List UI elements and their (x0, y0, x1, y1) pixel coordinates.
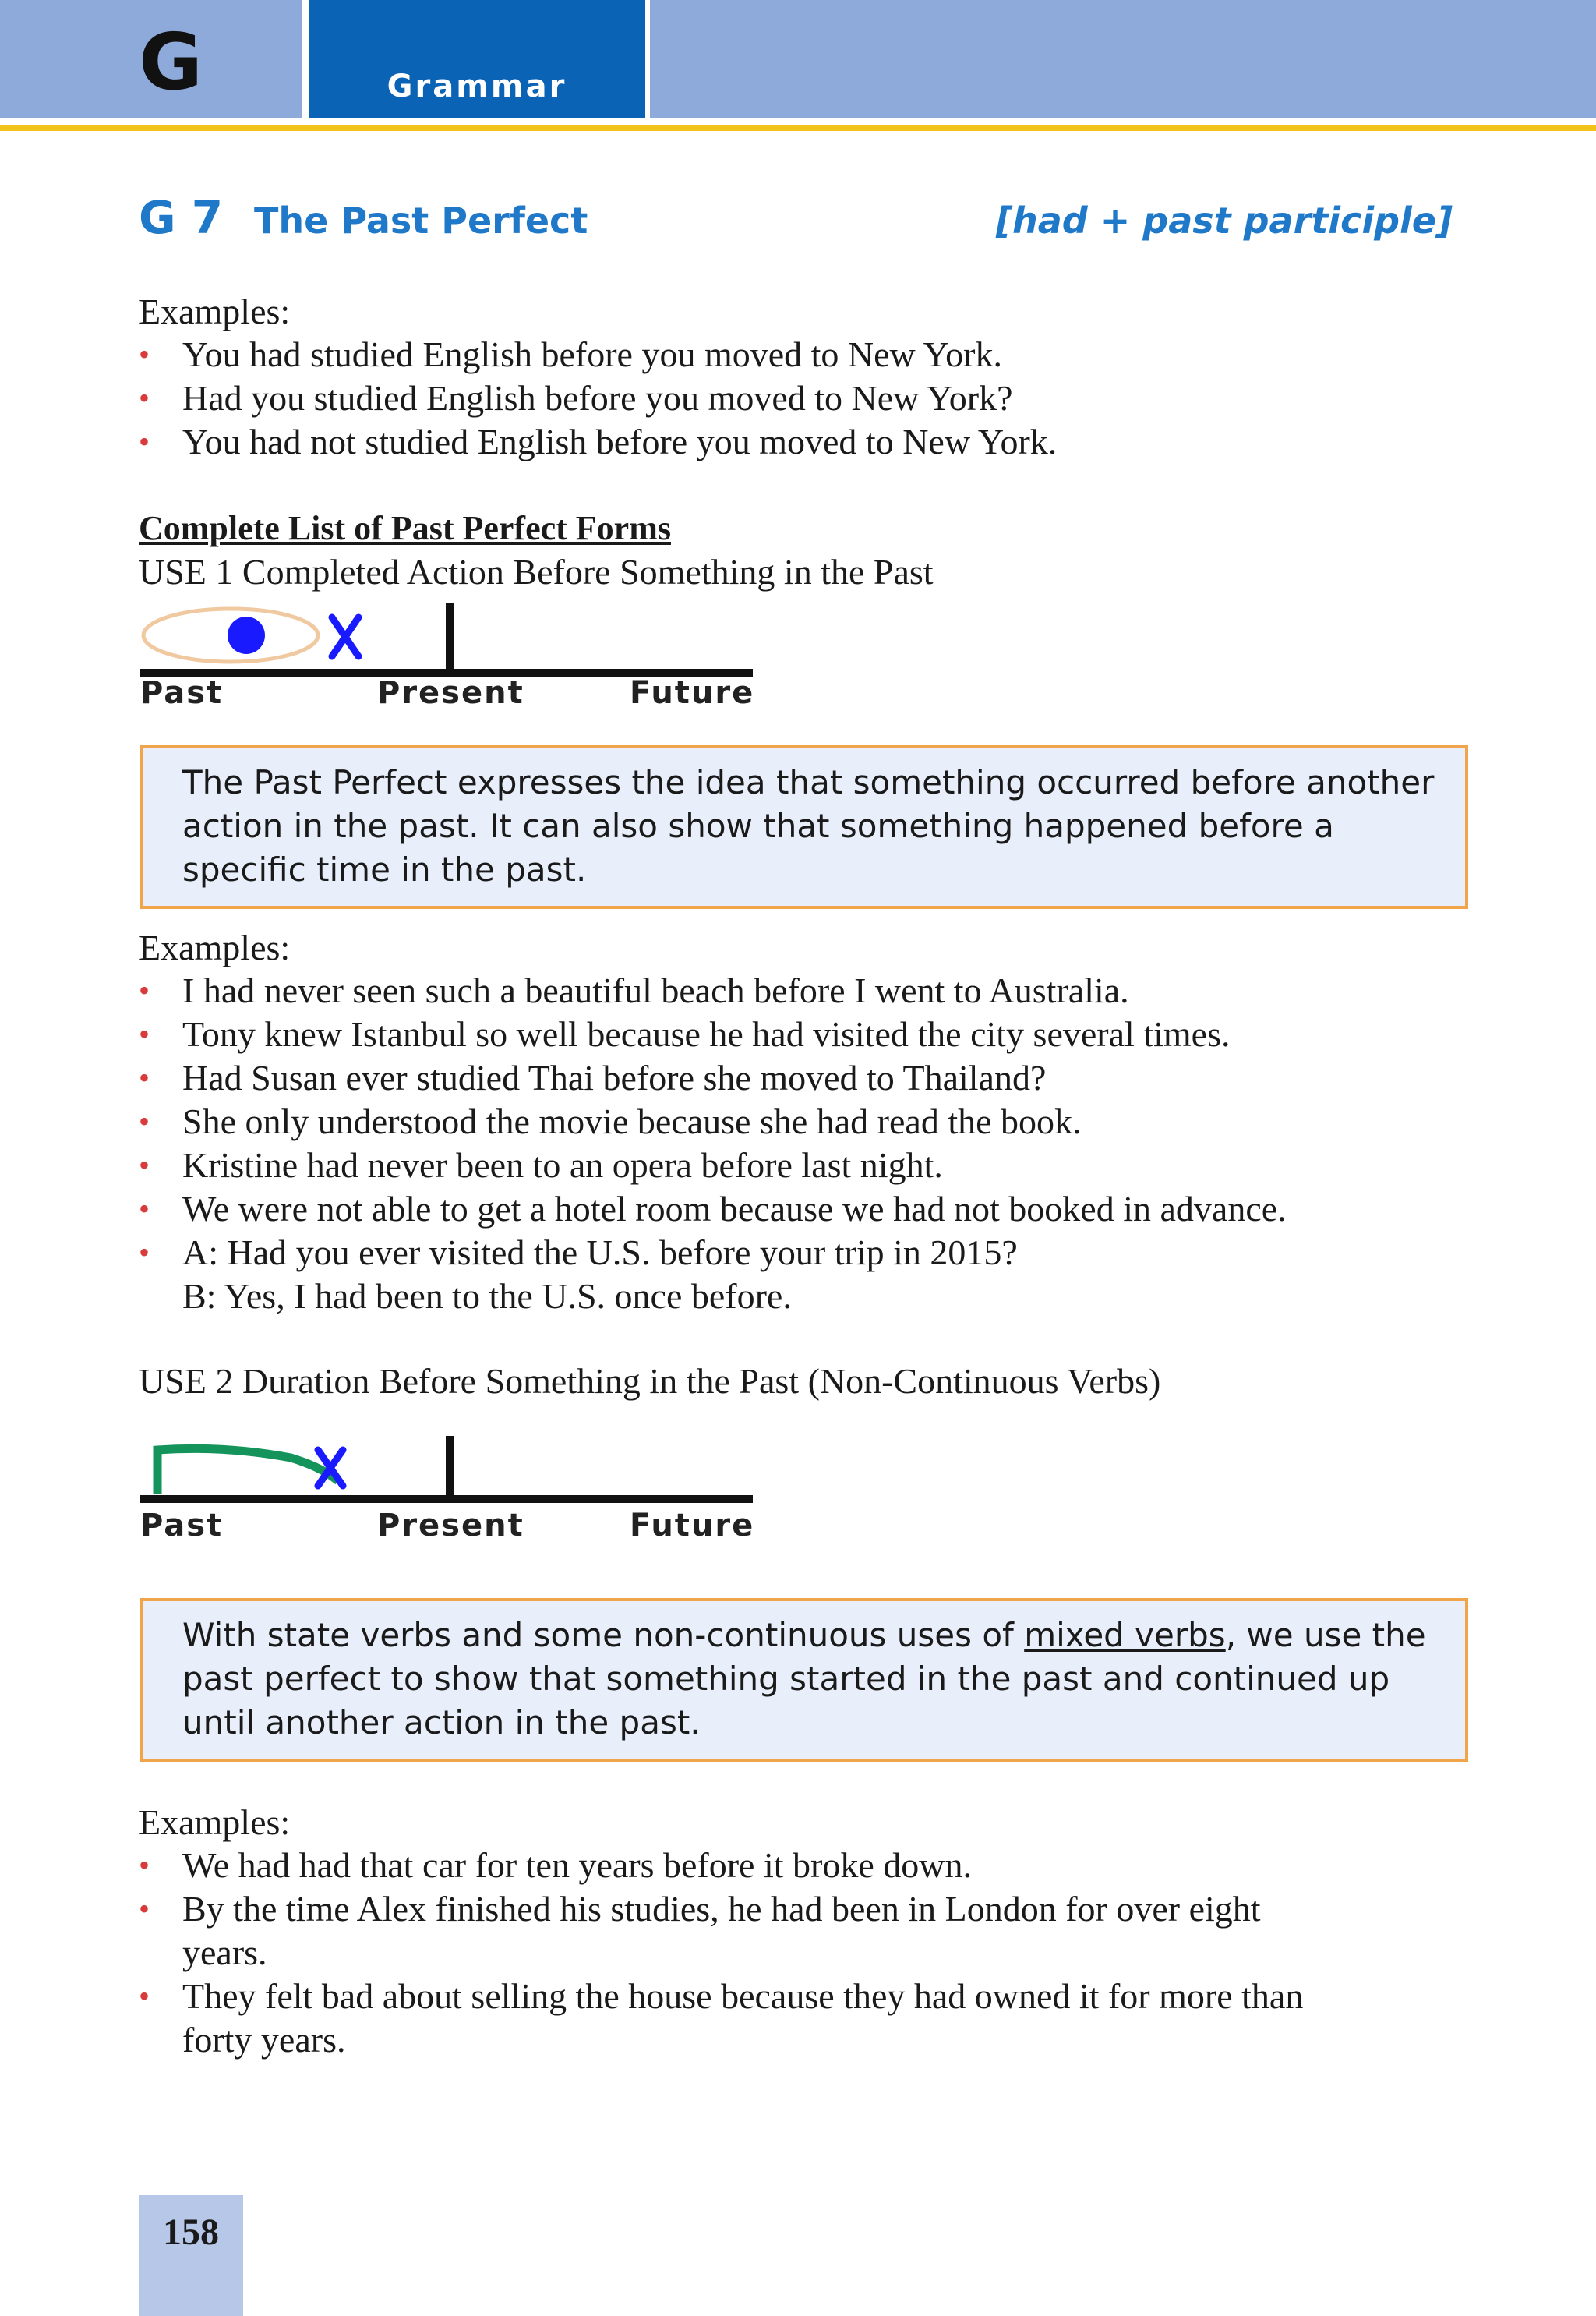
examples-label: Examples: (139, 292, 291, 331)
example-text: Had Susan ever studied Thai before she moved to Thailand? (182, 1058, 1047, 1098)
timeline-present-label: Present (377, 675, 524, 711)
bullet-icon: • (139, 1191, 150, 1226)
note-text: , we use the past perfect to show that something started in the past and continued up until another action in the past. (182, 1616, 1426, 1741)
example-text: forty years. (182, 2020, 346, 2060)
section-title: The Past Perfect (254, 200, 588, 242)
example-text: Kristine had never been to an opera before last night. (182, 1145, 943, 1185)
list-item (139, 333, 1464, 377)
examples-label: Examples: (139, 1802, 291, 1842)
timeline-future-label: Future (630, 1508, 755, 1543)
example-text: A: Had you ever visited the U.S. before your trip in 2015? (182, 1232, 1018, 1272)
example-text: They felt bad about selling the house because they had owned it for more than (182, 1976, 1304, 2016)
bullet-icon: • (139, 337, 150, 372)
intro-examples-list (139, 333, 1464, 464)
example-text: B: Yes, I had been to the U.S. once before. (182, 1276, 792, 1316)
list-item (139, 1887, 1464, 1975)
bullet-icon: • (139, 1060, 150, 1095)
forms-heading: Complete List of Past Perfect Forms (139, 509, 671, 547)
header-divider (645, 0, 650, 118)
list-item (139, 1056, 1464, 1100)
list-item (139, 1013, 1464, 1056)
use2-note (140, 1598, 1468, 1762)
note-text: With state verbs and some non-continuous uses of (182, 1616, 1025, 1654)
example-text: years. (182, 1932, 267, 1972)
bullet-icon: • (139, 1978, 150, 2014)
bullet-icon: • (139, 973, 150, 1008)
timeline-axis (140, 1495, 753, 1503)
use1-title: USE 1 Completed Action Before Something in the Past (139, 552, 934, 592)
bullet-icon: • (139, 424, 150, 459)
bullet-icon: • (139, 1104, 150, 1139)
bullet-icon: • (139, 380, 150, 415)
present-marker (446, 1436, 454, 1498)
use1-note: The Past Perfect expresses the idea that something occurred before another action in the past. It can also show that something happened before a specific time in the past. (140, 745, 1468, 909)
list-item (139, 377, 1464, 420)
use2-timeline (139, 1431, 762, 1509)
section-formula: [had + past participle] (995, 200, 1453, 242)
grammar-tab-label: Grammar (387, 69, 567, 104)
list-item (139, 420, 1464, 464)
example-text: I had never seen such a beautiful beach before I went to Australia. (182, 971, 1129, 1010)
use1-examples-list (139, 969, 1464, 1318)
bullet-icon: • (139, 1847, 150, 1883)
list-item (139, 1231, 1464, 1318)
present-marker (446, 603, 454, 674)
list-item (139, 1187, 1464, 1231)
bullet-icon: • (139, 1891, 150, 1926)
chapter-letter: G (139, 16, 203, 108)
example-text: We were not able to get a hotel room because we had not booked in advance. (182, 1189, 1287, 1229)
header-divider (302, 0, 309, 118)
use2-title: USE 2 Duration Before Something in the Past (Non-Continuous Verbs) (139, 1361, 1161, 1401)
example-text: We had had that car for ten years before it broke down. (182, 1845, 972, 1885)
list-item (139, 1975, 1464, 2062)
timeline-past-label: Past (140, 1508, 224, 1543)
list-item (139, 1144, 1464, 1187)
examples-label: Examples: (139, 928, 291, 967)
duration-arc (157, 1448, 338, 1494)
bullet-icon: • (139, 1147, 150, 1183)
list-item (139, 969, 1464, 1013)
example-text: Had you studied English before you moved to New York? (182, 378, 1013, 418)
past-action-dot (228, 617, 265, 654)
timeline-past-label: Past (140, 675, 224, 711)
use2-examples-list (139, 1844, 1464, 2062)
example-text: You had studied English before you moved to New York. (182, 334, 1003, 374)
mixed-verbs-link[interactable]: mixed verbs (1024, 1616, 1226, 1654)
bullet-icon: • (139, 1235, 150, 1270)
section-number: G 7 (139, 191, 224, 244)
example-text: You had not studied English before you moved to New York. (182, 422, 1058, 461)
list-item (139, 1100, 1464, 1144)
use1-timeline (139, 597, 762, 683)
example-text: By the time Alex finished his studies, he had been in London for over eight (182, 1889, 1261, 1929)
timeline-present-label: Present (377, 1508, 524, 1543)
bullet-icon: • (139, 1017, 150, 1052)
header-rule (0, 125, 1596, 131)
example-text: She only understood the movie because she had read the book. (182, 1101, 1082, 1141)
page-number: 158 (163, 2212, 219, 2253)
timeline-future-label: Future (630, 675, 755, 711)
list-item (139, 1844, 1464, 1887)
example-text: Tony knew Istanbul so well because he had visited the city several times. (182, 1014, 1231, 1054)
past-moment-cross (332, 617, 358, 656)
